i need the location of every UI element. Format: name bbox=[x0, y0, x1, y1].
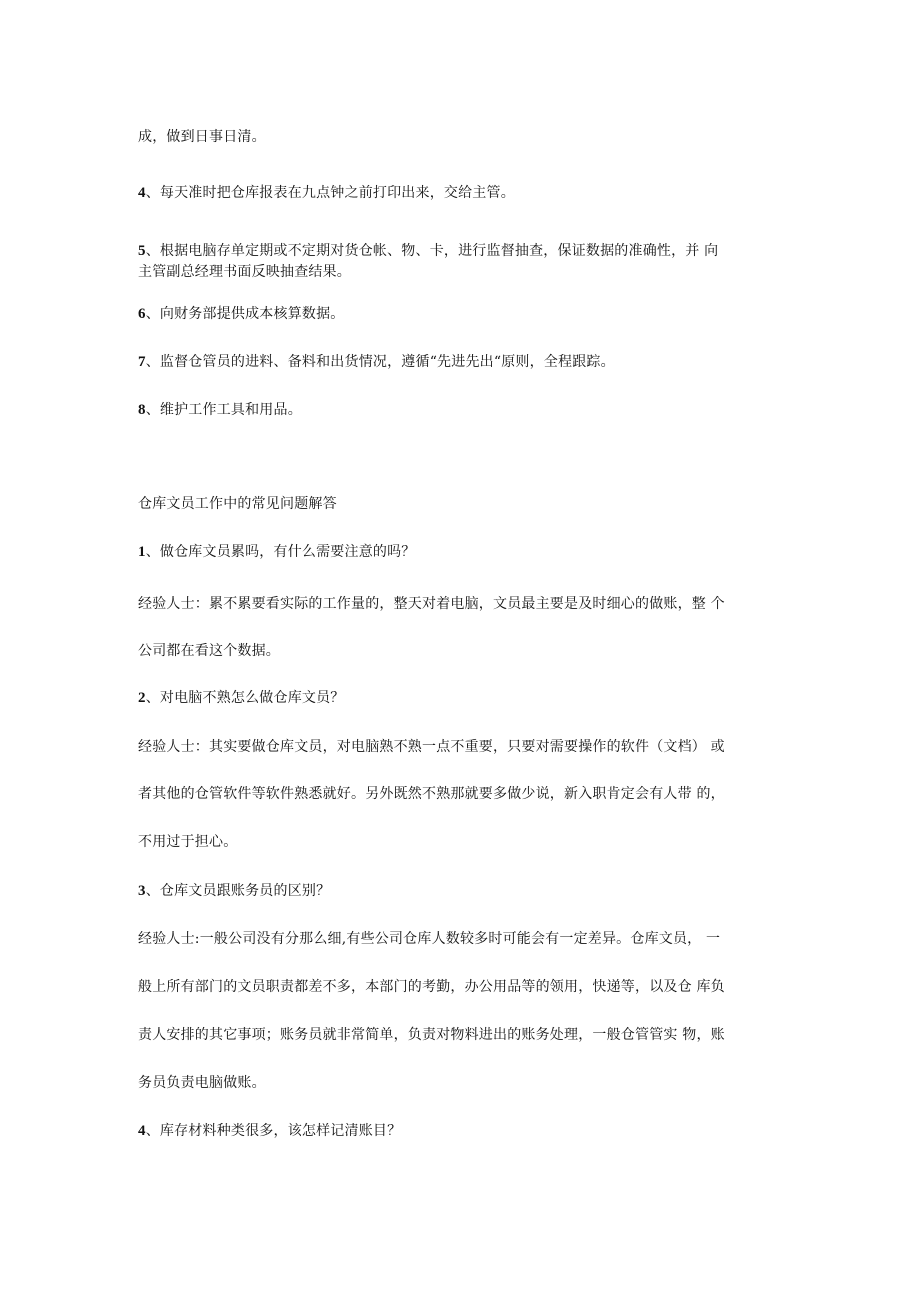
item-number: 2 bbox=[138, 690, 146, 706]
answer-line bbox=[138, 977, 725, 997]
item-number: 3 bbox=[138, 883, 146, 899]
list-item bbox=[138, 400, 302, 420]
answer-line bbox=[138, 784, 725, 804]
section-heading bbox=[138, 494, 337, 514]
answer-line bbox=[138, 832, 237, 852]
paragraph-line bbox=[138, 262, 351, 282]
line-text: 般上所有部门的文员职责都差不多，本部门的考勤，办公用品等的领用，快递等，以及仓 库负 bbox=[138, 979, 725, 995]
list-item bbox=[138, 352, 615, 372]
item-text: 、每天准时把仓库报表在九点钟之前打印出来，交给主管。 bbox=[145, 185, 515, 201]
line-text: 经验人士:一般公司没有分那么细,有些公司仓库人数较多时可能会有一定差异。仓库文员， 一 bbox=[138, 931, 721, 947]
list-item bbox=[138, 183, 515, 203]
answer-line bbox=[138, 1073, 266, 1093]
question-item bbox=[138, 881, 330, 901]
line-text: 经验人士：其实要做仓库文员，对电脑熟不熟一点不重要，只要对需要操作的软件（文档） 或 bbox=[138, 739, 725, 755]
item-number: 6 bbox=[138, 306, 146, 322]
item-number: 4 bbox=[138, 1123, 146, 1139]
paragraph-line bbox=[138, 127, 266, 147]
item-text: 、根据电脑存单定期或不定期对货仓帐、物、卡，进行监督抽查，保证数据的准确性，并 向 bbox=[145, 243, 719, 259]
item-number: 1 bbox=[138, 544, 146, 560]
question-item bbox=[138, 542, 416, 562]
item-text: 、监督仓管员的进料、备料和出货情况，遵循“先进先出“原则，全程跟踪。 bbox=[145, 354, 615, 370]
list-item bbox=[138, 241, 718, 261]
line-text: 主管副总经理书面反映抽查结果。 bbox=[138, 264, 351, 280]
line-text: 不用过于担心。 bbox=[138, 834, 238, 850]
item-number: 5 bbox=[138, 243, 146, 259]
answer-line bbox=[138, 1025, 725, 1045]
item-text: 、做仓库文员累吗，有什么需要注意的吗？ bbox=[145, 544, 416, 560]
line-text: 经验人士：累不累要看实际的工作量的，整天对着电脑，文员最主要是及时细心的做账，整 个 bbox=[138, 596, 725, 612]
item-text: 、仓库文员跟账务员的区别？ bbox=[145, 883, 331, 899]
line-text: 者其他的仓管软件等软件熟悉就好。另外既然不熟那就要多做少说，新入职肯定会有人带 的， bbox=[138, 786, 725, 802]
item-number: 8 bbox=[138, 402, 146, 418]
item-number: 4 bbox=[138, 185, 146, 201]
item-text: 、向财务部提供成本核算数据。 bbox=[145, 306, 345, 322]
line-text: 责人安排的其它事项；账务员就非常简单，负责对物料进出的账务处理，一般仓管管实 物，账 bbox=[138, 1027, 725, 1043]
item-number: 7 bbox=[138, 354, 146, 370]
answer-line bbox=[138, 594, 725, 614]
item-text: 、维护工作工具和用品。 bbox=[145, 402, 302, 418]
answer-line bbox=[138, 641, 280, 661]
list-item bbox=[138, 304, 345, 324]
line-text: 成，做到日事日清。 bbox=[138, 129, 266, 145]
answer-line bbox=[138, 737, 725, 757]
line-text: 务员负责电脑做账。 bbox=[138, 1075, 266, 1091]
question-item bbox=[138, 688, 345, 708]
item-text: 、库存材料种类很多，该怎样记清账目？ bbox=[145, 1123, 402, 1139]
heading-text: 仓库文员工作中的常见问题解答 bbox=[138, 496, 337, 512]
answer-line bbox=[138, 929, 720, 949]
question-item bbox=[138, 1121, 401, 1141]
item-text: 、对电脑不熟怎么做仓库文员？ bbox=[145, 690, 345, 706]
line-text: 公司都在看这个数据。 bbox=[138, 643, 280, 659]
